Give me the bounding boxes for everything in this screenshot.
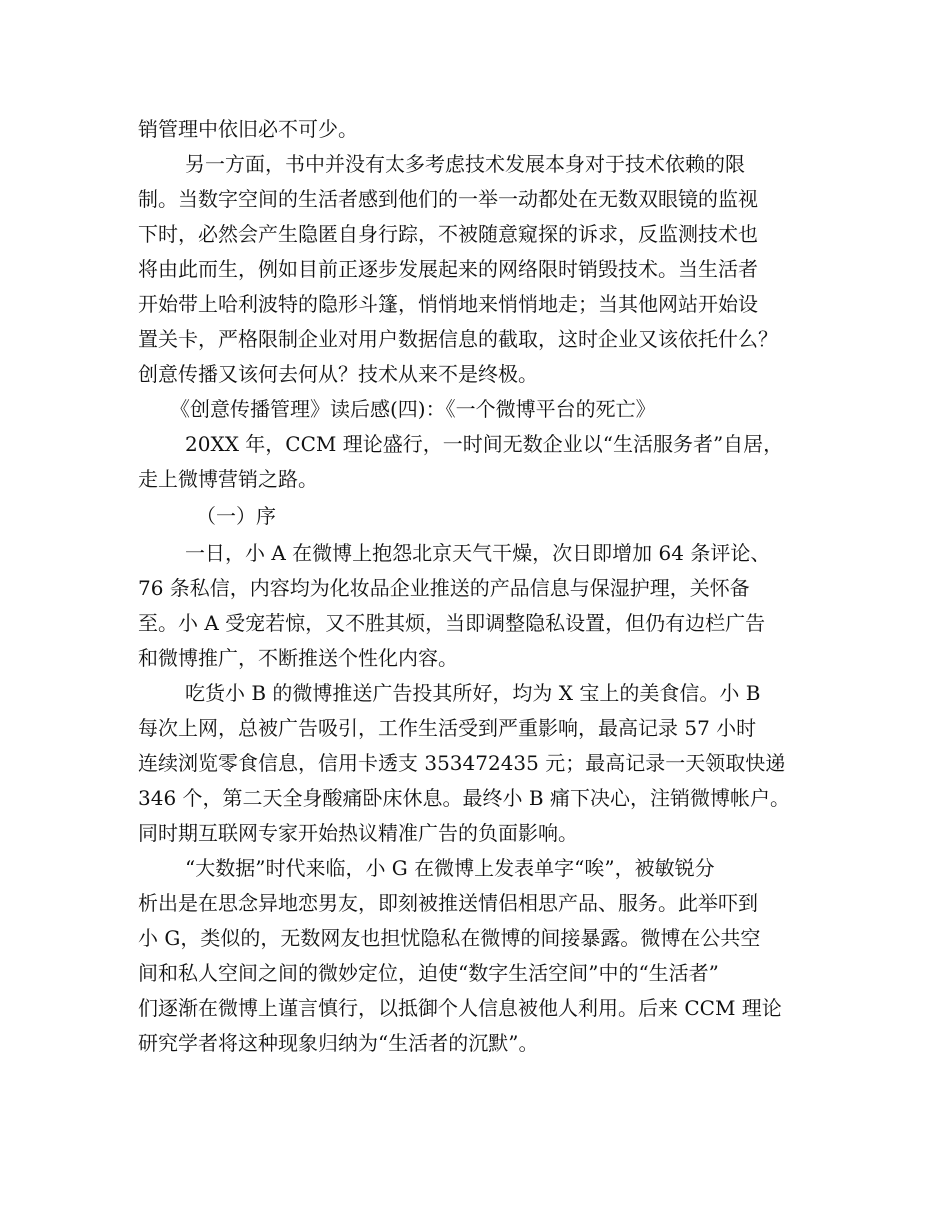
text-line: 20XX 年，CCM 理论盛行，一时间无数企业以“生活服务者”自居， — [185, 432, 784, 456]
text-line: 另一方面，书中并没有太多考虑技术发展本身对于技术依赖的限 — [185, 152, 745, 176]
text-line: 研究学者将这种现象归纳为“生活者的沉默”。 — [138, 1031, 539, 1055]
section-heading: 《创意传播管理》读后感(四)：《一个微博平台的死亡》 — [170, 397, 656, 421]
text-line: 每次上网，总被广告吸引，工作生活受到严重影响，最高记录 57 小时 — [138, 716, 757, 740]
text-line: “大数据”时代来临，小 G 在微博上发表单字“唉”，被敏锐分 — [185, 856, 715, 880]
text-line: 将由此而生，例如目前正逐步发展起来的网络限时销毁技术。当生活者 — [138, 257, 758, 281]
text-line: 走上微博营销之路。 — [138, 467, 318, 491]
text-line: 同时期互联网专家开始热议精准广告的负面影响。 — [138, 821, 578, 845]
text-line: 346 个，第二天全身酸痛卧床休息。最终小 B 痛下决心，注销微博帐户。 — [138, 786, 790, 810]
text-line: 开始带上哈利波特的隐形斗篷，悄悄地来悄悄地走；当其他网站开始设 — [138, 292, 758, 316]
text-line: 下时，必然会产生隐匿自身行踪，不被随意窥探的诉求，反监测技术也 — [138, 222, 758, 246]
text-line: 小 G，类似的，无数网友也担忧隐私在微博的间接暴露。微博在公共空 — [138, 926, 761, 950]
subsection-heading: （一）序 — [196, 504, 276, 528]
text-line: 们逐渐在微博上谨言慎行，以抵御个人信息被他人利用。后来 CCM 理论 — [138, 996, 782, 1020]
text-line: 吃货小 B 的微博推送广告投其所好，均为 X 宝上的美食信。小 B — [185, 681, 761, 705]
text-line: 一日，小 A 在微博上抱怨北京天气干燥，次日即增加 64 条评论、 — [185, 541, 771, 565]
text-line: 连续浏览零食信息，信用卡透支 353472435 元；最高记录一天领取快递 — [138, 751, 786, 775]
text-line: 制。当数字空间的生活者感到他们的一举一动都处在无数双眼镜的监视 — [138, 187, 758, 211]
text-line: 间和私人空间之间的微妙定位，迫使“数字生活空间”中的“生活者” — [138, 961, 719, 985]
text-line: 销管理中依旧必不可少。 — [138, 117, 358, 141]
text-line: 析出是在思念异地恋男友，即刻被推送情侣相思产品、服务。此举吓到 — [138, 891, 758, 915]
text-line: 76 条私信，内容均为化妆品企业推送的产品信息与保湿护理，关怀备 — [138, 576, 750, 600]
text-line: 至。小 A 受宠若惊，又不胜其烦，当即调整隐私设置，但仍有边栏广告 — [138, 611, 766, 635]
text-line: 置关卡，严格限制企业对用户数据信息的截取，这时企业又该依托什么？ — [138, 327, 778, 351]
text-line: 和微博推广，不断推送个性化内容。 — [138, 646, 458, 670]
text-line: 创意传播又该何去何从？技术从来不是终极。 — [138, 362, 538, 386]
